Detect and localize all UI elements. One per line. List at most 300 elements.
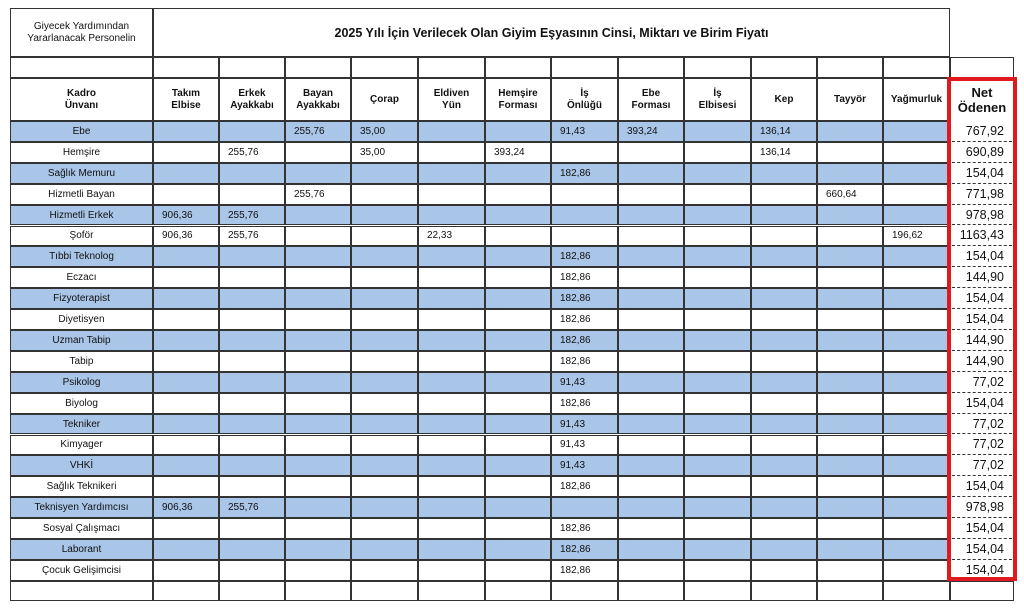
column-header: Hemşire Forması — [485, 78, 551, 121]
table-cell — [153, 539, 219, 560]
table-cell — [153, 560, 219, 581]
row-title: Laborant — [10, 539, 153, 560]
table-cell — [684, 393, 751, 414]
table-cell — [285, 539, 351, 560]
spacer-cell — [485, 581, 551, 601]
spacer-cell — [418, 581, 485, 601]
table-cell — [817, 309, 883, 330]
column-header: Yağmurluk — [883, 78, 950, 121]
table-cell — [883, 246, 950, 267]
table-cell — [751, 246, 817, 267]
table-cell — [285, 226, 351, 247]
column-header: Ebe Forması — [618, 78, 684, 121]
spacer-cell — [950, 57, 1014, 78]
table-cell — [751, 414, 817, 435]
table-cell — [285, 267, 351, 288]
table-cell: 255,76 — [219, 205, 285, 226]
table-cell — [153, 414, 219, 435]
table-cell — [751, 163, 817, 184]
spacer-cell — [351, 581, 418, 601]
table-cell — [817, 372, 883, 393]
table-cell — [219, 351, 285, 372]
table-cell — [351, 330, 418, 351]
spacer-cell — [153, 581, 219, 601]
table-cell — [153, 288, 219, 309]
table-cell — [817, 497, 883, 518]
table-cell — [684, 455, 751, 476]
table-cell: 182,86 — [551, 330, 618, 351]
table-cell — [285, 246, 351, 267]
spacer-cell — [219, 57, 285, 78]
table-cell — [418, 288, 485, 309]
table-cell — [351, 435, 418, 456]
table-cell — [485, 121, 551, 142]
table-cell — [883, 518, 950, 539]
table-cell — [684, 246, 751, 267]
table-cell — [618, 142, 684, 163]
table-cell — [418, 435, 485, 456]
table-cell — [817, 560, 883, 581]
table-cell — [618, 497, 684, 518]
table-cell — [618, 455, 684, 476]
net-value: 154,04 — [952, 163, 1012, 184]
table-cell — [219, 163, 285, 184]
table-cell — [684, 267, 751, 288]
page-title: 2025 Yılı İçin Verilecek Olan Giyim Eşyasının Cinsi, Miktarı ve Birim Fiyatı — [153, 8, 950, 57]
table-cell — [153, 393, 219, 414]
table-cell — [817, 455, 883, 476]
table-cell — [285, 435, 351, 456]
column-header: Bayan Ayakkabı — [285, 78, 351, 121]
net-value: 690,89 — [952, 142, 1012, 163]
table-cell — [751, 539, 817, 560]
table-cell — [285, 497, 351, 518]
table-cell — [883, 539, 950, 560]
table-cell: 22,33 — [418, 226, 485, 247]
table-cell — [551, 497, 618, 518]
table-cell — [418, 518, 485, 539]
table-cell: 182,86 — [551, 309, 618, 330]
table-cell — [684, 414, 751, 435]
table-cell — [684, 539, 751, 560]
spacer-cell — [485, 57, 551, 78]
column-header: İş Önlüğü — [551, 78, 618, 121]
net-value: 154,04 — [952, 246, 1012, 267]
table-cell — [285, 393, 351, 414]
table-cell — [684, 476, 751, 497]
table-cell — [751, 497, 817, 518]
spacer-cell — [618, 57, 684, 78]
table-cell — [684, 309, 751, 330]
table-cell — [219, 288, 285, 309]
table-cell: 660,64 — [817, 184, 883, 205]
table-cell — [751, 184, 817, 205]
table-cell — [751, 330, 817, 351]
table-cell — [219, 455, 285, 476]
table-cell — [485, 184, 551, 205]
row-title: Uzman Tabip — [10, 330, 153, 351]
table-cell — [751, 288, 817, 309]
table-cell — [351, 476, 418, 497]
table-cell — [485, 539, 551, 560]
spacer-cell — [883, 581, 950, 601]
table-cell: 91,43 — [551, 455, 618, 476]
net-value: 978,98 — [952, 497, 1012, 518]
table-cell: 182,86 — [551, 560, 618, 581]
spacer-cell — [285, 581, 351, 601]
table-cell — [883, 288, 950, 309]
net-value: 154,04 — [952, 309, 1012, 330]
spacer-cell — [418, 57, 485, 78]
table-cell — [883, 121, 950, 142]
net-value: 154,04 — [952, 393, 1012, 414]
table-cell: 91,43 — [551, 414, 618, 435]
table-cell — [285, 142, 351, 163]
table-cell — [418, 560, 485, 581]
row-title: Tıbbi Teknolog — [10, 246, 153, 267]
spacer-cell — [883, 57, 950, 78]
table-cell — [817, 205, 883, 226]
net-value: 77,02 — [952, 455, 1012, 476]
table-cell — [418, 163, 485, 184]
table-cell — [418, 184, 485, 205]
table-cell — [153, 246, 219, 267]
table-cell — [485, 435, 551, 456]
net-value: 154,04 — [952, 476, 1012, 497]
table-cell — [485, 372, 551, 393]
table-cell — [219, 372, 285, 393]
table-cell — [485, 288, 551, 309]
table-cell — [351, 184, 418, 205]
table-cell — [883, 435, 950, 456]
table-cell — [751, 393, 817, 414]
table-cell — [219, 476, 285, 497]
table-cell — [551, 226, 618, 247]
table-cell — [418, 205, 485, 226]
table-cell — [485, 414, 551, 435]
table-cell — [418, 414, 485, 435]
table-cell — [485, 163, 551, 184]
table-cell — [817, 476, 883, 497]
table-cell — [351, 539, 418, 560]
table-cell — [684, 142, 751, 163]
table-cell: 906,36 — [153, 226, 219, 247]
table-cell — [485, 351, 551, 372]
table-cell: 182,86 — [551, 476, 618, 497]
table-cell — [485, 246, 551, 267]
table-cell — [817, 288, 883, 309]
table-cell — [418, 330, 485, 351]
net-value: 978,98 — [952, 205, 1012, 226]
table-cell — [883, 560, 950, 581]
table-cell — [618, 476, 684, 497]
table-cell — [485, 267, 551, 288]
table-cell — [153, 372, 219, 393]
net-value: 77,02 — [952, 435, 1012, 456]
table-cell: 182,86 — [551, 246, 618, 267]
spacer-cell — [551, 581, 618, 601]
table-cell — [153, 518, 219, 539]
table-cell — [219, 330, 285, 351]
table-cell — [817, 435, 883, 456]
table-cell — [485, 393, 551, 414]
table-cell — [219, 435, 285, 456]
table-cell — [618, 205, 684, 226]
table-cell — [485, 497, 551, 518]
table-cell — [684, 330, 751, 351]
table-cell — [684, 184, 751, 205]
table-cell — [883, 184, 950, 205]
table-cell: 906,36 — [153, 205, 219, 226]
table-cell — [219, 246, 285, 267]
net-value: 77,02 — [952, 414, 1012, 435]
column-header: Erkek Ayakkabı — [219, 78, 285, 121]
table-cell — [285, 518, 351, 539]
spacer-cell — [551, 57, 618, 78]
table-cell — [618, 330, 684, 351]
table-cell: 393,24 — [485, 142, 551, 163]
table-cell: 182,86 — [551, 518, 618, 539]
table-cell — [618, 560, 684, 581]
table-cell — [485, 330, 551, 351]
table-cell — [351, 497, 418, 518]
table-cell — [153, 163, 219, 184]
table-cell — [618, 393, 684, 414]
table-cell — [883, 455, 950, 476]
table-cell: 136,14 — [751, 142, 817, 163]
row-title: Eczacı — [10, 267, 153, 288]
table-cell — [219, 309, 285, 330]
table-cell: 91,43 — [551, 372, 618, 393]
table-cell: 182,86 — [551, 351, 618, 372]
table-cell — [485, 518, 551, 539]
table-cell — [883, 372, 950, 393]
net-value: 154,04 — [952, 560, 1012, 581]
net-value: 1163,43 — [952, 226, 1012, 247]
table-cell — [219, 560, 285, 581]
table-cell — [684, 121, 751, 142]
table-cell — [351, 309, 418, 330]
table-cell: 91,43 — [551, 121, 618, 142]
table-cell — [219, 121, 285, 142]
row-title: Hemşire — [10, 142, 153, 163]
table-cell — [817, 267, 883, 288]
table-cell — [817, 539, 883, 560]
table-cell — [883, 476, 950, 497]
table-cell — [153, 351, 219, 372]
row-title: Tekniker — [10, 414, 153, 435]
spacer-cell — [10, 581, 153, 601]
table-cell — [883, 330, 950, 351]
table-cell — [883, 267, 950, 288]
table-cell — [485, 226, 551, 247]
table-cell — [684, 372, 751, 393]
table-cell — [485, 455, 551, 476]
table-cell: 196,62 — [883, 226, 950, 247]
table-cell — [418, 267, 485, 288]
table-cell — [883, 393, 950, 414]
table-cell — [219, 184, 285, 205]
row-title: Fizyoterapist — [10, 288, 153, 309]
spacer-cell — [684, 581, 751, 601]
net-value: 144,90 — [952, 330, 1012, 351]
table-cell — [485, 560, 551, 581]
table-cell — [485, 476, 551, 497]
table-cell — [684, 560, 751, 581]
table-cell: 255,76 — [285, 184, 351, 205]
table-cell: 906,36 — [153, 497, 219, 518]
table-cell — [285, 330, 351, 351]
table-cell — [817, 163, 883, 184]
table-cell — [418, 121, 485, 142]
table-cell — [485, 205, 551, 226]
table-cell: 136,14 — [751, 121, 817, 142]
row-title: Ebe — [10, 121, 153, 142]
spacer-cell — [817, 581, 883, 601]
table-cell — [817, 414, 883, 435]
column-header: Net Ödenen — [957, 85, 1007, 115]
net-value: 144,90 — [952, 351, 1012, 372]
table-cell — [817, 121, 883, 142]
table-cell — [883, 497, 950, 518]
table-cell — [551, 184, 618, 205]
table-cell — [285, 205, 351, 226]
table-cell — [883, 163, 950, 184]
table-cell — [618, 414, 684, 435]
table-cell — [153, 184, 219, 205]
table-cell — [351, 246, 418, 267]
row-title: Psikolog — [10, 372, 153, 393]
table-cell — [351, 372, 418, 393]
table-cell — [618, 246, 684, 267]
row-title: Tabip — [10, 351, 153, 372]
table-cell — [285, 288, 351, 309]
table-cell — [817, 246, 883, 267]
table-cell — [418, 539, 485, 560]
row-title: Hizmetli Erkek — [10, 205, 153, 226]
table-cell — [351, 288, 418, 309]
table-cell: 182,86 — [551, 539, 618, 560]
table-cell — [153, 330, 219, 351]
table-cell — [418, 372, 485, 393]
table-cell — [485, 309, 551, 330]
column-header: Tayyör — [817, 78, 883, 121]
table-cell — [618, 518, 684, 539]
table-cell: 255,76 — [285, 121, 351, 142]
column-header: Kadro Ünvanı — [10, 78, 153, 121]
table-cell — [285, 163, 351, 184]
spacer-cell — [285, 57, 351, 78]
row-title: Hizmetli Bayan — [10, 184, 153, 205]
table-cell — [418, 497, 485, 518]
table-cell — [751, 309, 817, 330]
spacer-cell — [10, 57, 153, 78]
table-cell — [618, 539, 684, 560]
table-cell — [618, 309, 684, 330]
table-cell — [351, 267, 418, 288]
spacer-cell — [219, 581, 285, 601]
table-cell — [153, 142, 219, 163]
table-cell — [751, 518, 817, 539]
table-cell: 255,76 — [219, 142, 285, 163]
table-cell — [418, 246, 485, 267]
row-title: Sosyal Çalışmacı — [10, 518, 153, 539]
table-cell — [418, 142, 485, 163]
table-cell — [883, 205, 950, 226]
net-value: 767,92 — [952, 121, 1012, 142]
table-cell: 35,00 — [351, 121, 418, 142]
row-title: Teknisyen Yardımcısı — [10, 497, 153, 518]
table-cell — [751, 476, 817, 497]
table-cell — [751, 205, 817, 226]
table-cell: 35,00 — [351, 142, 418, 163]
table-cell — [285, 372, 351, 393]
table-cell — [153, 267, 219, 288]
row-title: Sağlık Teknikeri — [10, 476, 153, 497]
spacer-cell — [153, 57, 219, 78]
table-cell — [285, 351, 351, 372]
table-cell — [817, 142, 883, 163]
table-cell — [153, 455, 219, 476]
table-cell — [153, 121, 219, 142]
table-cell — [883, 309, 950, 330]
table-cell: 91,43 — [551, 435, 618, 456]
spacer-cell — [950, 581, 1014, 601]
column-header: Eldiven Yün — [418, 78, 485, 121]
table-cell — [551, 205, 618, 226]
corner-label: Giyecek Yardımından Yararlanacak Personelin — [10, 8, 153, 57]
table-cell — [285, 560, 351, 581]
column-header: Çorap — [351, 78, 418, 121]
table-cell — [351, 393, 418, 414]
table-cell — [684, 163, 751, 184]
table-cell — [285, 414, 351, 435]
table-cell — [351, 163, 418, 184]
net-value: 154,04 — [952, 288, 1012, 309]
table-cell — [618, 226, 684, 247]
table-cell — [418, 476, 485, 497]
table-cell: 182,86 — [551, 393, 618, 414]
table-cell — [751, 455, 817, 476]
table-cell — [618, 163, 684, 184]
table-cell — [751, 351, 817, 372]
spacer-cell — [684, 57, 751, 78]
table-cell — [618, 435, 684, 456]
spacer-cell — [817, 57, 883, 78]
table-cell — [153, 309, 219, 330]
table-cell — [684, 435, 751, 456]
column-header: İş Elbisesi — [684, 78, 751, 121]
table-cell — [219, 393, 285, 414]
table-cell — [817, 518, 883, 539]
table-cell — [219, 414, 285, 435]
table-cell — [883, 351, 950, 372]
table-cell — [219, 267, 285, 288]
net-value: 771,98 — [952, 184, 1012, 205]
spacer-cell — [751, 581, 817, 601]
table-cell: 255,76 — [219, 497, 285, 518]
table-cell — [817, 351, 883, 372]
row-title: VHKİ — [10, 455, 153, 476]
row-title: Şoför — [10, 226, 153, 247]
table-cell — [285, 309, 351, 330]
table-cell — [618, 184, 684, 205]
table-cell — [285, 476, 351, 497]
table-cell — [817, 393, 883, 414]
table-cell — [751, 372, 817, 393]
table-cell: 255,76 — [219, 226, 285, 247]
net-value: 154,04 — [952, 518, 1012, 539]
